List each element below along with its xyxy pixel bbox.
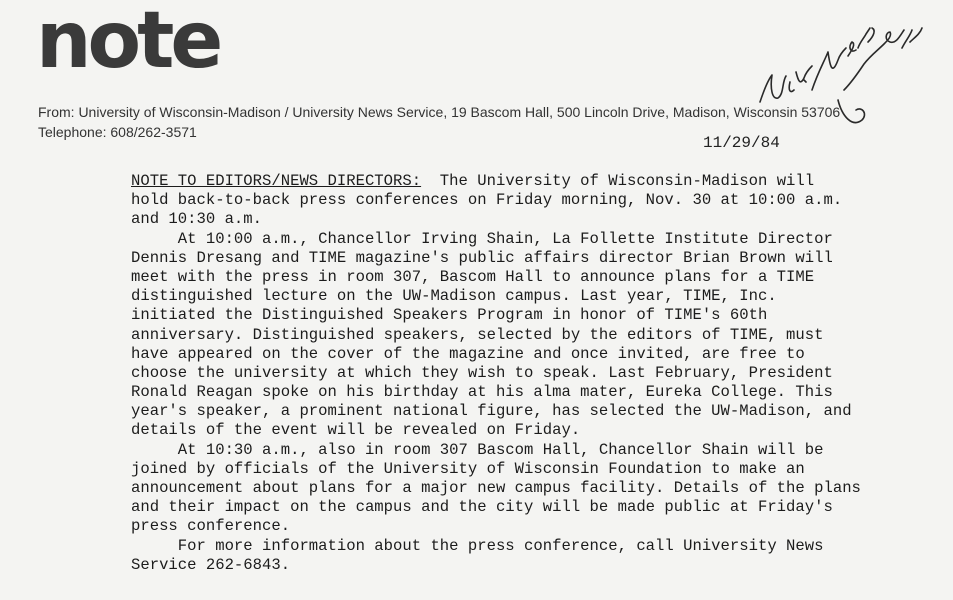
telephone-line: Telephone: 608/262-3571 bbox=[38, 124, 197, 140]
handwritten-annotation bbox=[752, 20, 932, 140]
body-line-4: At 10:00 a.m., Chancellor Irving Shain, La Follette Institute Director bbox=[131, 229, 833, 248]
body-line-6: meet with the press in room 307, Bascom Hall to announce plans for a TIME bbox=[131, 267, 815, 286]
body-line-8: initiated the Distinguished Speakers Program in honor of TIME's 60th bbox=[131, 306, 768, 325]
body-line-11: choose the university at which they wish to speak. Last February, President bbox=[131, 363, 833, 382]
document-body bbox=[131, 172, 931, 575]
body-line-19: press conference. bbox=[131, 517, 291, 536]
body-line-1: NOTE TO EDITORS/NEWS DIRECTORS: The University of Wisconsin-Madison will bbox=[131, 172, 815, 190]
body-line-13: year's speaker, a prominent national figure, has selected the UW-Madison, and bbox=[131, 402, 852, 421]
body-line-20: For more information about the press conference, call University News bbox=[131, 536, 824, 555]
body-line-17: announcement about plans for a major new campus facility. Details of the plans bbox=[131, 479, 861, 497]
body-line-2: hold back-to-back press conferences on Friday morning, Nov. 30 at 10:00 a.m. bbox=[131, 191, 843, 210]
body-line-21: Service 262-6843. bbox=[131, 555, 291, 574]
body-line-18: and their impact on the campus and the city will be made public at Friday's bbox=[131, 498, 833, 517]
body-line-15: At 10:30 a.m., also in room 307 Bascom Hall, Chancellor Shain will be bbox=[131, 440, 824, 459]
document-date: 11/29/84 bbox=[703, 134, 780, 152]
from-line: From: University of Wisconsin-Madison / University News Service, 19 Bascom Hall, 500 Lincoln Drive, Madison, Wisconsin 53706 bbox=[38, 104, 841, 120]
body-line-5: Dennis Dresang and TIME magazine's public affairs director Brian Brown will bbox=[131, 248, 833, 267]
body-line-16: joined by officials of the University of Wisconsin Foundation to make an bbox=[131, 459, 805, 478]
note-logo: note bbox=[36, 0, 220, 86]
body-line-12: Ronald Reagan spoke on his birthday at his alma mater, Eureka College. This bbox=[131, 383, 833, 402]
body-line-7: distinguished lecture on the UW-Madison campus. Last year, TIME, Inc. bbox=[131, 287, 777, 306]
body-line-10: have appeared on the cover of the magazine and once invited, are free to bbox=[131, 344, 805, 363]
body-line-14: details of the event will be revealed on Friday. bbox=[131, 421, 581, 440]
headline: NOTE TO EDITORS/NEWS DIRECTORS: bbox=[131, 172, 422, 190]
body-line-9: anniversary. Distinguished speakers, selected by the editors of TIME, must bbox=[131, 325, 824, 344]
body-line-3: and 10:30 a.m. bbox=[131, 210, 263, 229]
